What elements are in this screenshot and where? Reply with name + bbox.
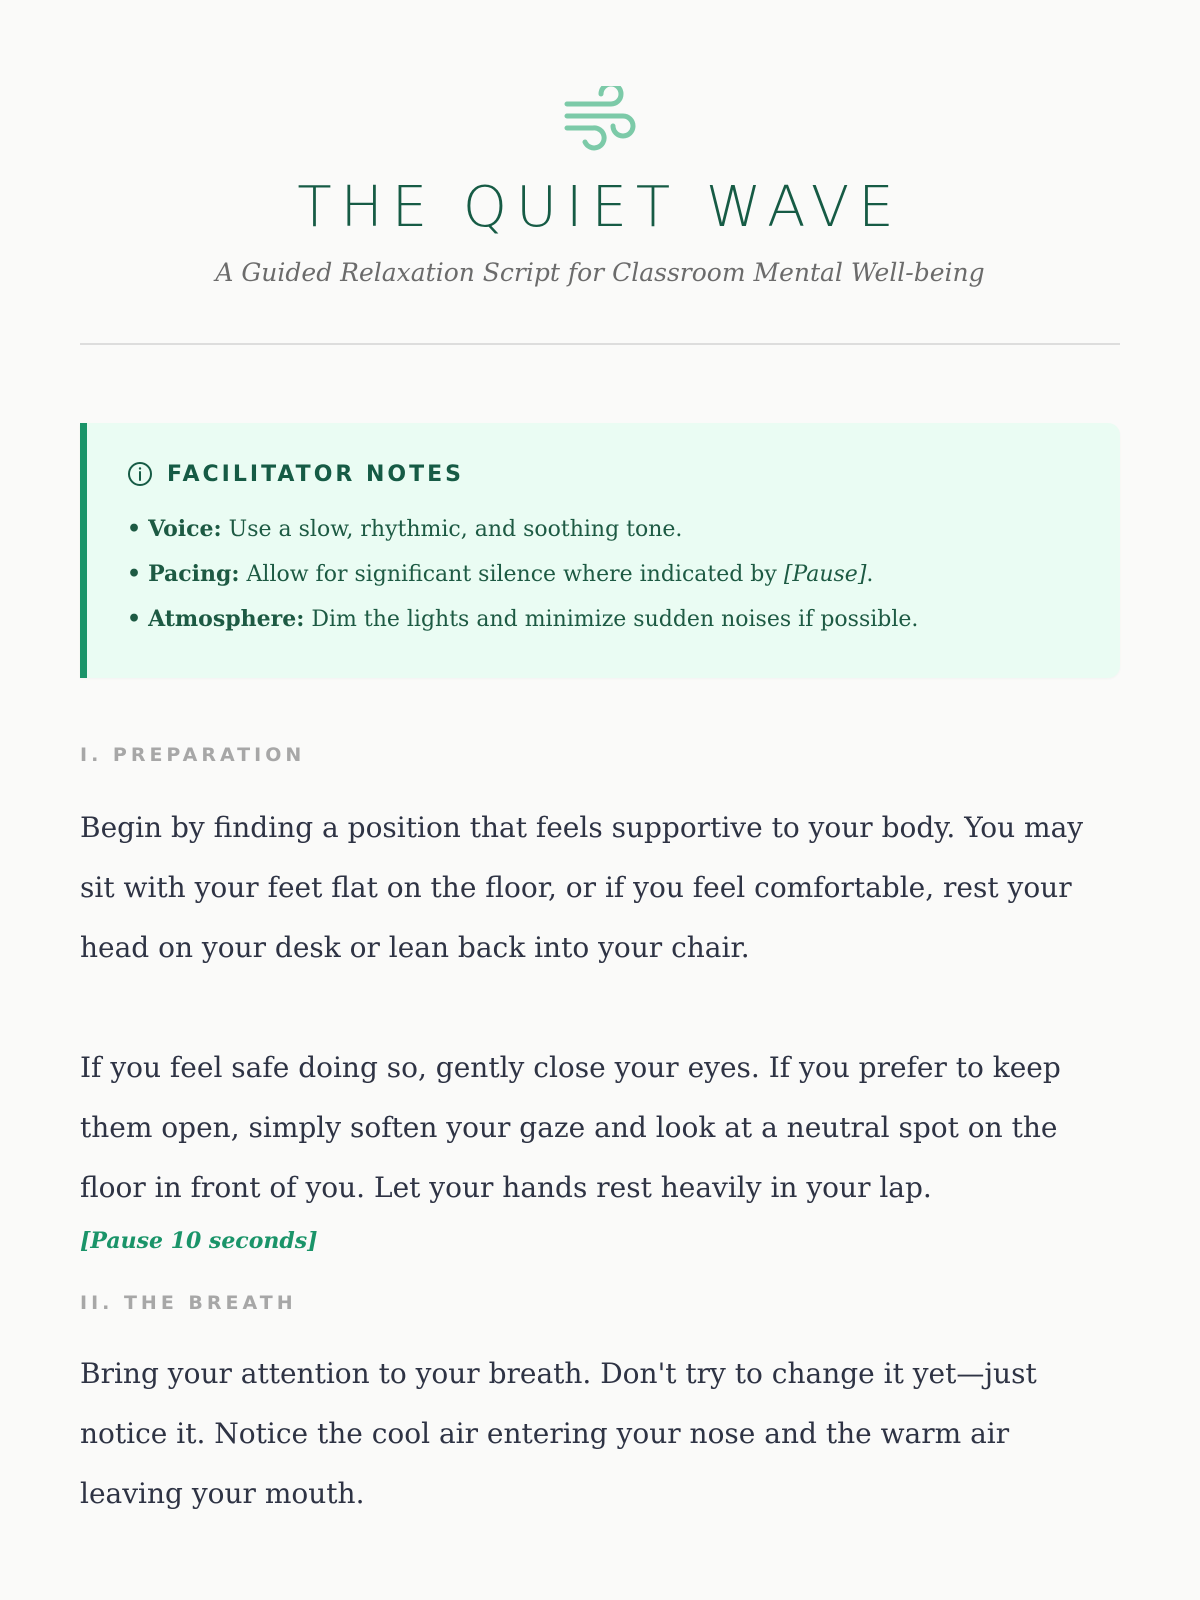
notes-text: Use a slow, rhythmic, and soothing tone.	[221, 517, 683, 542]
page-subtitle: A Guided Relaxation Script for Classroom Mental Well-being	[215, 258, 985, 287]
notes-key: Atmosphere:	[148, 606, 305, 632]
notes-item-pacing	[127, 552, 1080, 597]
header	[80, 0, 1120, 287]
notes-bullet: •	[127, 516, 142, 542]
paragraph: Begin by finding a position that feels supportive to your body. You may sit with your feet flat on the floor, or if you feel comfortable, rest your head on your desk or lean back into your chair.	[80, 811, 1084, 964]
notes-bullet: •	[127, 561, 142, 587]
notes-key: Pacing:	[148, 561, 240, 587]
notes-title: FACILITATOR NOTES	[167, 461, 464, 487]
notes-key: Voice:	[148, 516, 222, 542]
paragraph: Bring your attention to your breath. Don't try to change it yet—just notice it. Notice the cool air entering your nose and the warm air leaving your mouth.	[80, 1357, 1037, 1510]
notes-list	[127, 507, 1080, 642]
notes-text-after: .	[866, 562, 874, 587]
section-heading-preparation: I. PREPARATION	[80, 744, 306, 766]
info-icon	[127, 461, 153, 487]
facilitator-notes-box	[80, 423, 1120, 678]
notes-bullet: •	[127, 606, 142, 632]
notes-text: Allow for significant silence where indicated by	[239, 562, 784, 587]
paragraph: If you feel safe doing so, gently close your eyes. If you prefer to keep them open, simply soften your gaze and look at a neutral spot on the floor in front of you. Let your hands rest heavily in your lap.	[80, 1051, 1061, 1204]
section-heading-breath: II. THE BREATH	[80, 1292, 297, 1314]
notes-item-voice	[127, 507, 1080, 552]
notes-emphasis: [Pause]	[783, 562, 867, 587]
notes-text: Dim the lights and minimize sudden noises if possible.	[304, 607, 919, 632]
pause-cue: [Pause 10 seconds]	[80, 1228, 318, 1254]
wind-icon	[559, 86, 641, 152]
page-title: THE QUIET WAVE	[297, 175, 903, 240]
divider	[80, 343, 1120, 345]
notes-header	[127, 461, 1080, 487]
notes-item-atmosphere	[127, 597, 1080, 642]
